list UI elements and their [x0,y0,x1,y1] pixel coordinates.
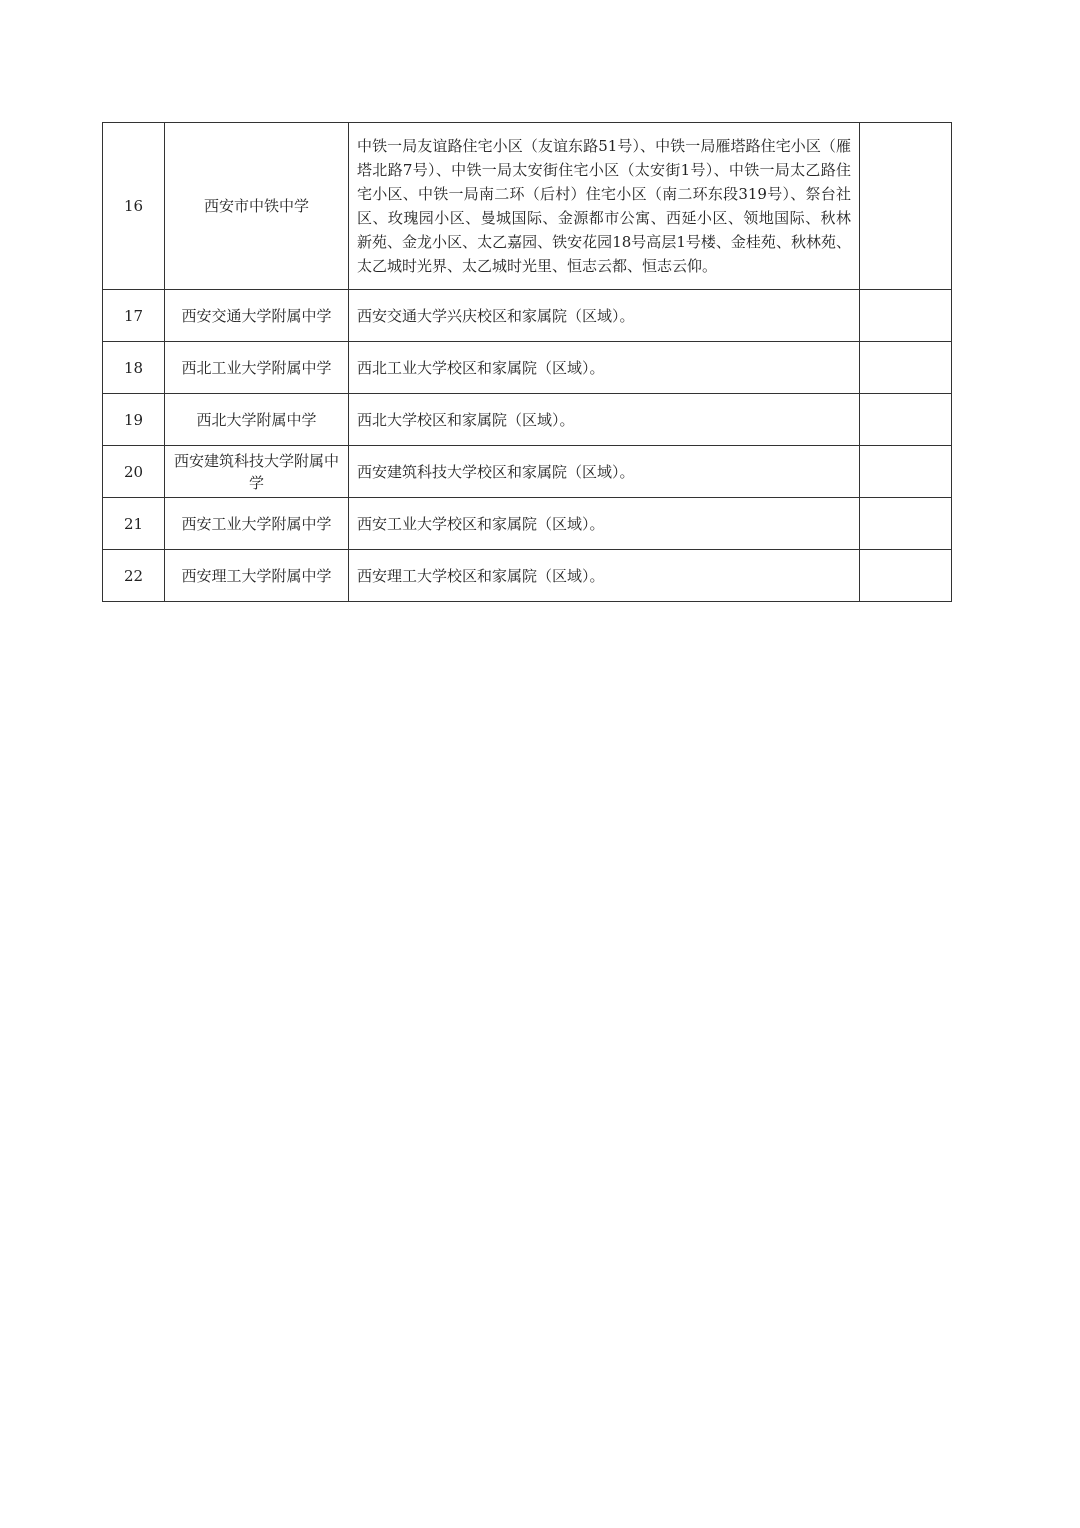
remarks-cell [860,123,952,290]
school-name [165,446,349,498]
remarks-cell [860,394,952,446]
enrollment-area [349,290,860,342]
row-number: 16 [103,123,165,290]
school-name-text: 西安建筑科技大学附属中学 [173,451,339,492]
row-number: 19 [103,394,165,446]
row-number: 20 [103,446,165,498]
school-name [165,394,349,446]
row-number: 22 [103,550,165,602]
enrollment-area-text: 西北大学校区和家属院（区域）。 [357,410,575,429]
school-name-text: 西安工业大学附属中学 [181,514,332,533]
enrollment-area-text: 西北工业大学校区和家属院（区域）。 [357,358,605,377]
remarks-cell [860,342,952,394]
row-number: 17 [103,290,165,342]
enrollment-area [349,550,860,602]
remarks-cell [860,290,952,342]
enrollment-area [349,123,860,290]
remarks-cell [860,446,952,498]
table-row [103,498,952,550]
school-name [165,342,349,394]
table-row [103,290,952,342]
school-name-text: 西北大学附属中学 [196,410,317,429]
enrollment-area [349,498,860,550]
table-row [103,550,952,602]
enrollment-area-text: 西安理工大学校区和家属院（区域）。 [357,566,605,585]
table-row [103,123,952,290]
table-row [103,446,952,498]
school-zone-table [102,122,952,602]
school-name-text: 西北工业大学附属中学 [181,358,332,377]
remarks-cell [860,550,952,602]
school-name [165,550,349,602]
school-name [165,498,349,550]
enrollment-area-text: 西安工业大学校区和家属院（区域）。 [357,514,605,533]
enrollment-area-text: 西安交通大学兴庆校区和家属院（区域）。 [357,306,635,325]
row-number: 18 [103,342,165,394]
enrollment-area [349,446,860,498]
school-name [165,123,349,290]
row-number: 21 [103,498,165,550]
table-row [103,342,952,394]
school-name [165,290,349,342]
school-name-text: 西安市中铁中学 [203,197,309,215]
school-name-text: 西安理工大学附属中学 [181,566,332,585]
enrollment-area-text: 西安建筑科技大学校区和家属院（区域）。 [357,462,635,481]
school-name-text: 西安交通大学附属中学 [181,306,332,325]
enrollment-area-text: 中铁一局友谊路住宅小区（友谊东路51号）、中铁一局雁塔路住宅小区（雁塔北路7号）、中铁一局太安街住宅小区（太安街1号）、中铁一局太乙路住宅小区、中铁一局南二环（后村）住宅小区（南二环东段319号）、祭台社区、玫瑰园小区、曼城国际、金源都市公寓、西延小区、领地国际、秋林新苑、金龙小区、太乙嘉园、铁安花园18号高层1号楼、金桂苑、秋林苑、太乙城时光界、太乙城时光里、恒志云都、恒志云仰。 [357,137,851,275]
enrollment-area [349,342,860,394]
enrollment-area [349,394,860,446]
table-row [103,394,952,446]
remarks-cell [860,498,952,550]
